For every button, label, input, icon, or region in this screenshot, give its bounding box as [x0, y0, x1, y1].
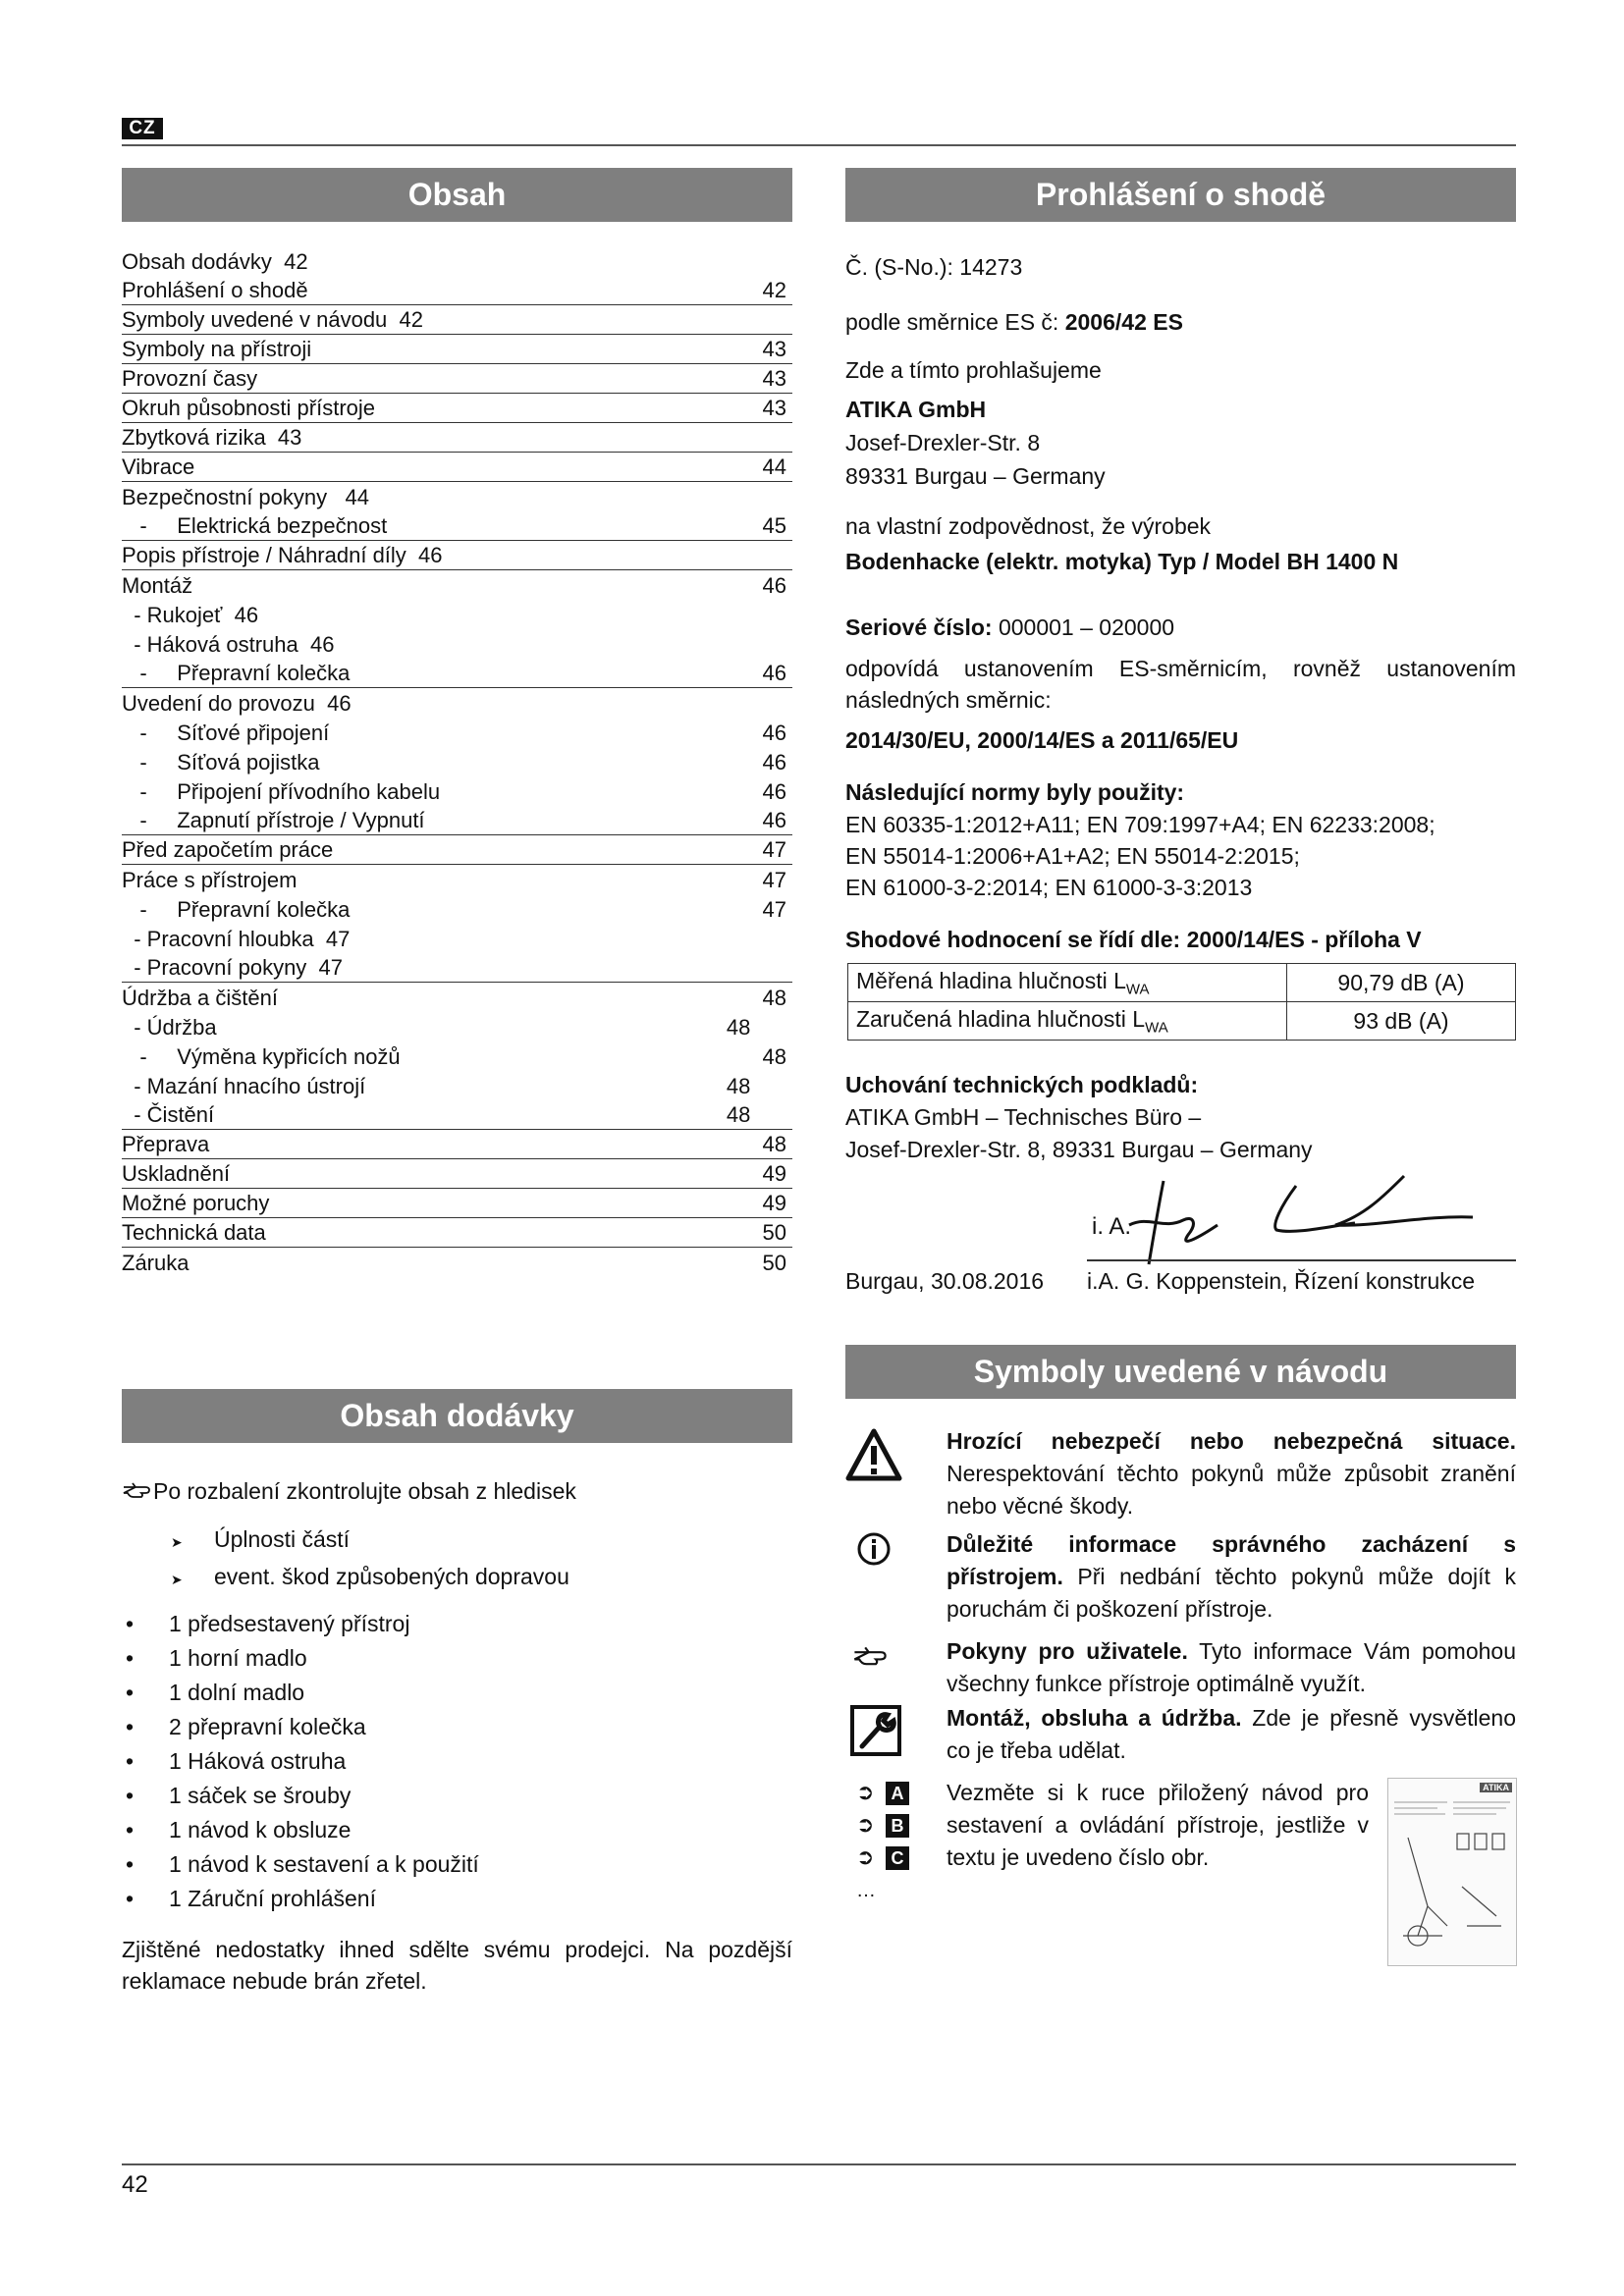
- bullet-icon: •: [126, 1714, 135, 1739]
- toc-entry: [122, 776, 792, 806]
- figure-ref: [856, 1812, 909, 1844]
- assessment-line: Shodové hodnocení se řídí dle: 2000/14/ES - příloha V: [845, 927, 1422, 952]
- delivery-title: Obsah dodávky: [340, 1398, 574, 1433]
- toc-label: - Síťová pojistka: [122, 750, 320, 774]
- toc-entry: [122, 1159, 792, 1189]
- symbols-header: [845, 1345, 1516, 1399]
- toc-entry: [122, 482, 792, 511]
- toc-page: 46: [762, 808, 786, 832]
- toc-label: Před započetím práce: [122, 837, 334, 862]
- norm-line: EN 61000-3-2:2014; EN 61000-3-3:2013: [845, 875, 1253, 900]
- toc-label: Uskladnění: [122, 1161, 231, 1186]
- toc-entry: [122, 335, 792, 364]
- toc-entry: [122, 718, 792, 747]
- toc-entry: [122, 659, 792, 688]
- toc-label: Vibrace: [122, 454, 195, 479]
- toc-label: Obsah dodávky 42: [122, 249, 308, 274]
- toc-page: 46: [762, 779, 786, 804]
- top-rule: [122, 144, 1516, 146]
- toc-page: 48: [726, 1015, 786, 1040]
- toc-page: 48: [762, 986, 786, 1010]
- delivery-item-label: 1 horní madlo: [169, 1645, 307, 1671]
- docs-title: Uchování technických podkladů:: [845, 1072, 1199, 1097]
- delivery-item-label: 1 Háková ostruha: [169, 1748, 347, 1774]
- figure-letter: B: [886, 1814, 909, 1838]
- noise-label: Zaručená hladina hlučnosti $L_{WA}$: [848, 1002, 1287, 1041]
- norms-list: [845, 809, 1435, 903]
- arrow-bullet-icon: ➤: [171, 1572, 183, 1587]
- toc-entry: [122, 835, 792, 865]
- hand-pointer-icon: [122, 1477, 153, 1509]
- toc-entry: [122, 806, 792, 835]
- warning-triangle-icon: [845, 1428, 904, 1486]
- bullet-icon: •: [126, 1611, 135, 1636]
- info-text: Důležité informace správného zacházení s přístrojem. Při nedbání těchto pokynů může dojít k poruchám či poškození přístroje.: [947, 1531, 1516, 1622]
- bullet-icon: •: [126, 1851, 135, 1877]
- responsibility-line: na vlastní zodpovědnost, že výrobek: [845, 513, 1212, 539]
- toc-entry: [122, 246, 792, 276]
- directive-line: podle směrnice ES č: 2006/42 ES: [845, 309, 1183, 335]
- noise-label: Měřená hladina hlučnosti $L_{WA}$: [848, 964, 1287, 1002]
- toc-entry: [122, 747, 792, 776]
- toc-label: - Pracovní pokyny 47: [122, 955, 343, 980]
- delivery-item-label: 1 předsestavený přístroj: [169, 1611, 410, 1636]
- toc-entry: [122, 865, 792, 894]
- delivery-item: [122, 1645, 479, 1680]
- toc-label: - Rukojeť 46: [122, 603, 259, 627]
- toc-page: 42: [762, 278, 786, 302]
- user-info-text: Pokyny pro uživatele. Tyto informace Vám pomohou všechny funkce přístroje optimálně využít.: [947, 1638, 1516, 1696]
- signature-image: [1110, 1166, 1502, 1274]
- symbols-title: Symboly uvedené v návodu: [973, 1354, 1388, 1389]
- toc-label: Provozní časy: [122, 366, 258, 391]
- delivery-header: [122, 1389, 792, 1443]
- delivery-item: [122, 1748, 479, 1783]
- toc-entry: [122, 894, 792, 924]
- arrow-bullet-icon: ➤: [171, 1534, 183, 1550]
- delivery-item: [122, 1611, 479, 1645]
- toc-page: 43: [762, 337, 786, 361]
- check-item: ➤ event. škod způsobených dopravou: [171, 1561, 569, 1598]
- toc-entry: [122, 1071, 792, 1100]
- serial-no: Č. (S-No.): 14273: [845, 254, 1023, 280]
- toc-label: Bezpečnostní pokyny 44: [122, 485, 369, 509]
- delivery-item: [122, 1714, 479, 1748]
- table-row: [848, 964, 1516, 1002]
- toc-label: - Přepravní kolečka: [122, 897, 351, 922]
- figure-text: Vezměte si k ruce přiložený návod pro sestavení a ovládání přístroje, jestliže v textu je uvedeno číslo obr.: [947, 1780, 1369, 1870]
- toc-entry: [122, 423, 792, 453]
- arrow-icon: ➲: [856, 1780, 875, 1804]
- delivery-item-label: 2 přepravní kolečka: [169, 1714, 366, 1739]
- conformity-text: odpovídá ustanovením ES-směrnicím, rovněž ustanovením následných směrnic:: [845, 656, 1516, 713]
- page-number: 42: [122, 2171, 148, 2198]
- warning-text: Hrozící nebezpečí nebo nebezpečná situace. Nerespektování těchto pokynů může způsobit zranění nebo věcné škody.: [947, 1428, 1516, 1519]
- delivery-item: [122, 1851, 479, 1886]
- bottom-rule: [122, 2163, 1516, 2165]
- signature-ia: i. A.: [1092, 1213, 1132, 1240]
- bullet-icon: •: [126, 1817, 135, 1842]
- delivery-note: Zjištěné nedostatky ihned sdělte svému prodejci. Na pozdější reklamace nebude brán zřetel.: [122, 1937, 792, 1994]
- toc-page: 44: [762, 454, 786, 479]
- figure-letter: A: [886, 1782, 909, 1805]
- toc-entry: [122, 1012, 792, 1041]
- toc-label: - Údržba: [122, 1015, 217, 1040]
- bullet-icon: •: [126, 1645, 135, 1671]
- toc-label: Symboly uvedené v návodu 42: [122, 307, 423, 332]
- toc-label: Symboly na přístroji: [122, 337, 312, 361]
- toc-label: Údržba a čištění: [122, 986, 278, 1010]
- toc-entry: [122, 305, 792, 335]
- toc-page: 46: [762, 661, 786, 685]
- toc-entry: [122, 1189, 792, 1218]
- toc-entry: [122, 453, 792, 482]
- delivery-item-label: 1 návod k obsluze: [169, 1817, 352, 1842]
- check-list: [171, 1523, 569, 1598]
- bullet-icon: •: [126, 1680, 135, 1705]
- check-item: ➤ Úplnosti částí: [171, 1523, 569, 1561]
- delivery-item-label: 1 sáček se šrouby: [169, 1783, 352, 1808]
- delivery-item: [122, 1680, 479, 1714]
- toc-page: 49: [762, 1161, 786, 1186]
- noise-table: [847, 963, 1516, 1041]
- toc-page: 48: [762, 1044, 786, 1069]
- toc-label: - Zapnutí přístroje / Vypnutí: [122, 808, 425, 832]
- toc-label: - Přepravní kolečka: [122, 661, 351, 685]
- delivery-intro-row: [122, 1475, 792, 1509]
- toc-entry: [122, 570, 792, 600]
- toc-page: 43: [762, 396, 786, 420]
- toc-entry: [122, 629, 792, 659]
- directives-list: 2014/30/EU, 2000/14/ES a 2011/65/EU: [845, 727, 1239, 753]
- toc-label: - Pracovní hloubka 47: [122, 927, 351, 951]
- toc-label: - Výměna kypřicích nožů: [122, 1044, 401, 1069]
- delivery-item: [122, 1886, 479, 1920]
- toc-label: Zbytková rizika 43: [122, 425, 302, 450]
- toc-page: 48: [726, 1074, 786, 1098]
- toc-entry: [122, 511, 792, 541]
- toc-entry: [122, 394, 792, 423]
- toc-label: Možné poruchy: [122, 1191, 270, 1215]
- toc-page: 50: [762, 1251, 786, 1275]
- toc-entry: [122, 276, 792, 305]
- toc-page: 46: [762, 750, 786, 774]
- delivery-intro: Po rozbalení zkontrolujte obsah z hledisek: [153, 1478, 576, 1504]
- toc-label: - Připojení přívodního kabelu: [122, 779, 441, 804]
- toc-label: - Elektrická bezpečnost: [122, 513, 388, 538]
- norm-line: EN 55014-1:2006+A1+A2; EN 55014-2:2015;: [845, 843, 1300, 869]
- delivery-item: [122, 1817, 479, 1851]
- info-icon: [856, 1531, 892, 1572]
- toc-label: Montáž: [122, 573, 193, 598]
- toc-page: 47: [762, 897, 786, 922]
- language-badge: CZ: [122, 118, 163, 139]
- obsah-header: [122, 168, 792, 222]
- toc-entry: [122, 924, 792, 953]
- manual-thumbnail: [1387, 1778, 1517, 1966]
- toc-label: Technická data: [122, 1220, 266, 1245]
- toc-page: 48: [762, 1132, 786, 1156]
- toc-label: - Mazání hnacího ústrojí: [122, 1074, 366, 1098]
- toc-entry: [122, 983, 792, 1012]
- toc-page: 43: [762, 366, 786, 391]
- noise-value: 90,79 dB (A): [1287, 964, 1516, 1002]
- toc-page: 50: [762, 1220, 786, 1245]
- bullet-icon: •: [126, 1886, 135, 1911]
- toc-entry: [122, 953, 792, 983]
- delivery-item-label: 1 Záruční prohlášení: [169, 1886, 376, 1911]
- more-figures: …: [856, 1880, 876, 1901]
- toc-page: 47: [762, 837, 786, 862]
- toc-entry: [122, 541, 792, 570]
- toc-page: 49: [762, 1191, 786, 1215]
- declaration-title: Prohlášení o shodě: [1035, 177, 1326, 212]
- figure-ref: [856, 1844, 909, 1877]
- declaration-header: [845, 168, 1516, 222]
- thumbnail-brand: ATIKA: [1480, 1783, 1512, 1792]
- figure-references: [856, 1780, 909, 1877]
- obsah-title: Obsah: [407, 177, 507, 212]
- toc-entry: [122, 1218, 792, 1248]
- delivery-item: [122, 1783, 479, 1817]
- product-line: Bodenhacke (elektr. motyka) Typ / Model BH 1400 N: [845, 549, 1399, 574]
- assembly-text: Montáž, obsluha a údržba. Zde je přesně vysvětleno co je třeba udělat.: [947, 1705, 1516, 1763]
- noise-value: 93 dB (A): [1287, 1002, 1516, 1041]
- toc-page: 46: [762, 573, 786, 598]
- serial-range: Seriové číslo: 000001 – 020000: [845, 614, 1175, 640]
- toc-label: - Síťové připojení: [122, 721, 330, 745]
- bullet-icon: •: [126, 1783, 135, 1808]
- docs-line-1: ATIKA GmbH – Technisches Büro –: [845, 1104, 1202, 1130]
- toc-entry: [122, 1130, 792, 1159]
- toc-label: Popis přístroje / Náhradní díly 46: [122, 543, 443, 567]
- company-street: Josef-Drexler-Str. 8: [845, 430, 1041, 455]
- toc-entry: [122, 1041, 792, 1071]
- toc-page: 45: [762, 513, 786, 538]
- signature-rule: [1087, 1259, 1516, 1261]
- toc-label: Přeprava: [122, 1132, 210, 1156]
- declare-line: Zde a tímto prohlašujeme: [845, 357, 1102, 383]
- toc-entry: [122, 600, 792, 629]
- toc-label: - Čistění: [122, 1102, 215, 1127]
- toc-page: 46: [762, 721, 786, 745]
- toc-label: - Háková ostruha 46: [122, 632, 335, 657]
- norms-title: Následující normy byly použity:: [845, 779, 1185, 805]
- company-name: ATIKA GmbH: [845, 397, 987, 422]
- signer-name: i.A. G. Koppenstein, Řízení konstrukce: [1087, 1268, 1476, 1294]
- delivery-item-label: 1 dolní madlo: [169, 1680, 305, 1705]
- company-city: 89331 Burgau – Germany: [845, 463, 1106, 489]
- toc-entry: [122, 688, 792, 718]
- toc-label: Uvedení do provozu 46: [122, 691, 352, 716]
- arrow-icon: ➲: [856, 1812, 875, 1837]
- figure-ref: [856, 1780, 909, 1812]
- toc-label: Práce s přístrojem: [122, 868, 298, 892]
- toc-entry: [122, 1100, 792, 1130]
- docs-line-2: Josef-Drexler-Str. 8, 89331 Burgau – Germany: [845, 1137, 1313, 1162]
- toc-label: Okruh působnosti přístroje: [122, 396, 376, 420]
- place-date: Burgau, 30.08.2016: [845, 1268, 1045, 1294]
- delivery-items: [122, 1611, 479, 1920]
- delivery-item-label: 1 návod k sestavení a k použití: [169, 1851, 479, 1877]
- figure-letter: C: [886, 1846, 909, 1870]
- toc-label: Záruka: [122, 1251, 189, 1275]
- table-row: [848, 1002, 1516, 1041]
- hand-pointer-icon: [850, 1645, 890, 1674]
- toc-entry: [122, 364, 792, 394]
- toc-entry: [122, 1248, 792, 1277]
- wrench-icon: [850, 1705, 901, 1761]
- bullet-icon: •: [126, 1748, 135, 1774]
- arrow-icon: ➲: [856, 1844, 875, 1869]
- toc-label: Prohlášení o shodě: [122, 278, 308, 302]
- norm-line: EN 60335-1:2012+A11; EN 709:1997+A4; EN 62233:2008;: [845, 812, 1435, 837]
- toc-page: 47: [762, 868, 786, 892]
- toc-page: 48: [726, 1102, 786, 1127]
- table-of-contents: [122, 246, 792, 1277]
